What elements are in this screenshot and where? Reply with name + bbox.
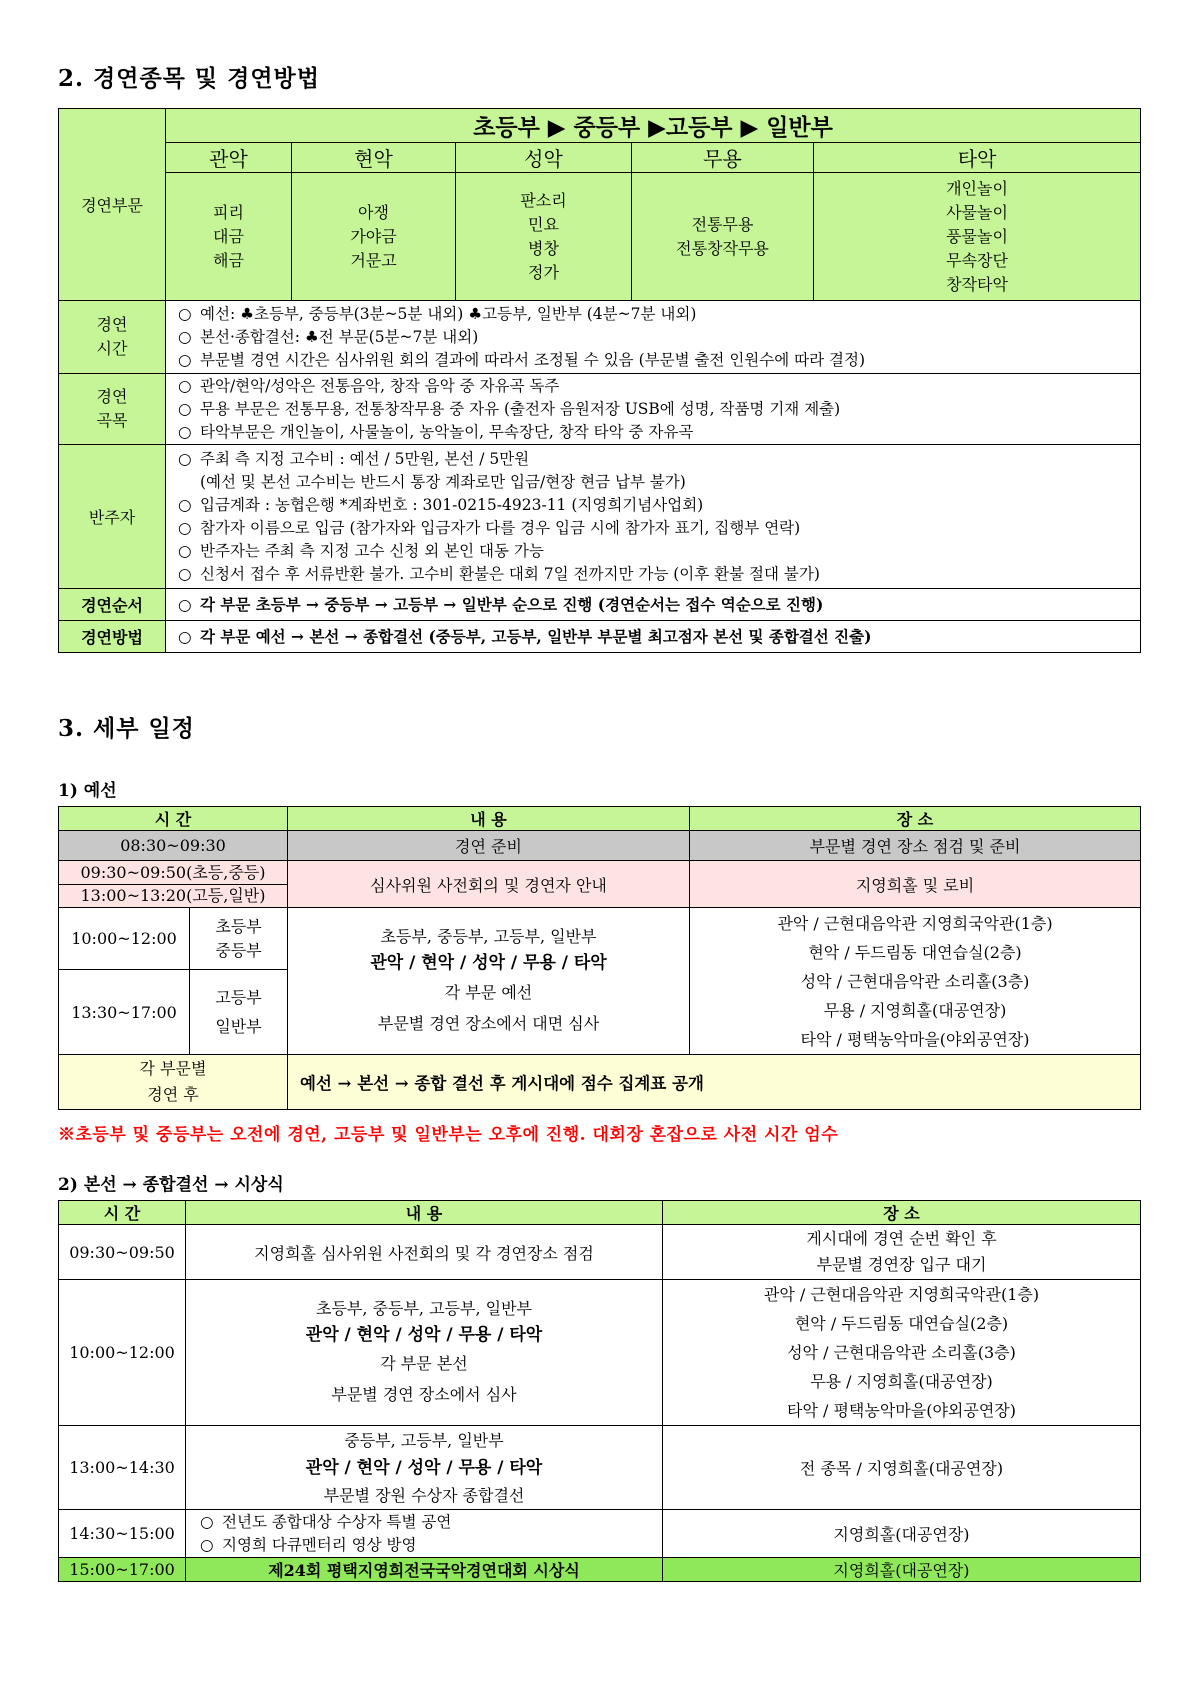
instrument-item: 무속장단 — [946, 250, 1008, 270]
section-3-title: 3. 세부 일정 — [58, 715, 195, 742]
pieces-label: 경연 곡목 — [59, 374, 166, 445]
instrument-item: 판소리 — [520, 190, 567, 210]
time-cell: 10:00~12:00 — [59, 908, 190, 970]
prelim-schedule-table — [58, 806, 1141, 1110]
header-content: 내 용 — [288, 807, 690, 831]
category-header: 무용 — [632, 143, 814, 173]
rule-line: ○ 타악부문은 개인놀이, 사물놀이, 농악놀이, 무속장단, 창작 타악 중 자유곡 — [178, 421, 1140, 444]
instrument-item: 풍물놀이 — [946, 226, 1008, 246]
instrument-item: 창작타악 — [946, 274, 1008, 294]
time-cell: 13:00~14:30 — [59, 1426, 186, 1510]
finals-schedule-table — [58, 1200, 1141, 1582]
venue-line: 타악 / 평택농악마을(야외공연장) — [787, 1401, 1016, 1420]
venue-line: 현악 / 두드림동 대연습실(2층) — [808, 942, 1022, 962]
place-cell — [690, 908, 1141, 1055]
accompanist-label: 반주자 — [59, 445, 166, 589]
prelim-title: 1) 예선 — [58, 781, 117, 801]
rule-line: ○ 입금계좌 : 농협은행 *계좌번호 : 301-0215-4923-11 (지영희기념사업회) — [178, 494, 1140, 517]
rule-line: (예선 및 본선 고수비는 반드시 통장 계좌로만 입금/현장 현금 납부 불가) — [200, 472, 686, 491]
time-cell: 10:00~12:00 — [59, 1280, 186, 1426]
place-cell: 부문별 경연 장소 점검 및 준비 — [690, 831, 1141, 861]
place-cell: 게시대에 경연 순번 확인 후 부문별 경연장 입구 대기 — [663, 1225, 1141, 1280]
method-text: ○ 각 부문 예선 → 본선 → 종합결선 (중등부, 고등부, 일반부 부문별 최고점자 본선 및 종합결선 진출) — [166, 621, 1141, 653]
instrument-item: 해금 — [213, 250, 244, 270]
method-label: 경연방법 — [59, 621, 166, 653]
instrument-item: 전통창작무용 — [676, 238, 769, 258]
instrument-item: 개인놀이 — [946, 178, 1008, 198]
time-cell: 15:00~17:00 — [59, 1558, 186, 1582]
category-items — [632, 173, 814, 301]
instrument-item: 민요 — [528, 214, 559, 234]
instrument-item: 전통무용 — [691, 214, 754, 234]
rule-line: ○ 반주자는 주최 측 지정 고수 신청 외 본인 대동 가능 — [178, 540, 1140, 563]
venue-line: 무용 / 지영희홀(대공연장) — [810, 1372, 993, 1391]
instrument-item: 사물놀이 — [946, 202, 1008, 222]
venue-line: 관악 / 근현대음악관 지영희국악관(1층) — [777, 913, 1053, 933]
accompanist-rules — [166, 445, 1141, 589]
header-content: 내 용 — [186, 1201, 663, 1225]
instrument-item: 아쟁 — [358, 202, 389, 222]
category-items — [456, 173, 632, 301]
content-cell: 예선 → 본선 → 종합 결선 후 게시대에 점수 집계표 공개 — [288, 1055, 1141, 1110]
content-cell: ○ 전년도 종합대상 수상자 특별 공연 ○ 지영희 다큐멘터리 영상 방영 — [186, 1510, 663, 1558]
instrument-item: 정가 — [528, 262, 559, 282]
content-cell: 심사위원 사전회의 및 경연자 안내 — [288, 861, 690, 908]
venue-line: 성악 / 근현대음악관 소리홀(3층) — [787, 1343, 1016, 1362]
venue-line: 현악 / 두드림동 대연습실(2층) — [794, 1314, 1009, 1333]
time-cell: 14:30~15:00 — [59, 1510, 186, 1558]
place-cell: 지영희홀 및 로비 — [690, 861, 1141, 908]
place-cell: 지영희홀(대공연장) — [663, 1510, 1141, 1558]
content-cell: 초등부, 중등부, 고등부, 일반부 관악 / 현악 / 성악 / 무용 / 타악 각 부문 본선 부문별 경연 장소에서 심사 — [186, 1280, 663, 1426]
time-rules — [166, 301, 1141, 374]
header-place: 장 소 — [663, 1201, 1141, 1225]
rule-line: ○ 주최 측 지정 고수비 : 예선 / 5만원, 본선 / 5만원 — [178, 448, 1140, 471]
venue-line: 타악 / 평택농악마을(야외공연장) — [800, 1029, 1030, 1049]
levels-banner: 초등부 ▶ 중등부 ▶고등부 ▶ 일반부 — [166, 109, 1141, 143]
instrument-item: 거문고 — [350, 250, 397, 270]
categories-table — [58, 108, 1141, 653]
rule-line: ○ 본선·종합결선: ♣전 부문(5분~7분 내외) — [178, 326, 1140, 349]
content-cell: 중등부, 고등부, 일반부 관악 / 현악 / 성악 / 무용 / 타악 부문별 장원 수상자 종합결선 — [186, 1426, 663, 1510]
time-label: 경연 시간 — [59, 301, 166, 374]
venue-line: 관악 / 근현대음악관 지영희국악관(1층) — [763, 1285, 1040, 1304]
content-cell: 경연 준비 — [288, 831, 690, 861]
instrument-item: 피리 — [213, 202, 244, 222]
content-cell: 지영희홀 심사위원 사전회의 및 각 경연장소 점검 — [186, 1225, 663, 1280]
division-label: 경연부문 — [59, 109, 166, 301]
time-cell: 각 부문별 경연 후 — [59, 1055, 288, 1110]
rule-line: ○ 신청서 접수 후 서류반환 불가. 고수비 환불은 대회 7일 전까지만 가능 (이후 환불 절대 불가) — [178, 563, 1140, 586]
category-items — [166, 173, 292, 301]
time-cell: 09:30~09:50 — [59, 1225, 186, 1280]
category-header: 현악 — [292, 143, 456, 173]
category-header: 성악 — [456, 143, 632, 173]
rule-line: ○ 관악/현악/성악은 전통음악, 창작 음악 중 자유곡 독주 — [178, 375, 1140, 398]
rule-line: ○ 부문별 경연 시간은 심사위원 회의 결과에 따라서 조정될 수 있음 (부문별 출전 인원수에 따라 결정) — [178, 349, 1140, 372]
venue-line: 무용 / 지영희홀(대공연장) — [823, 1000, 1007, 1020]
group-cell: 고등부 일반부 — [190, 970, 288, 1055]
time-cell: 08:30~09:30 — [59, 831, 288, 861]
group-cell: 초등부 중등부 — [190, 908, 288, 970]
prelim-note: ※초등부 및 중등부는 오전에 경연, 고등부 및 일반부는 오후에 진행. 대회장 혼잡으로 사전 시간 엄수 — [58, 1125, 839, 1145]
time-cell: 13:30~17:00 — [59, 970, 190, 1055]
venue-line: 성악 / 근현대음악관 소리홀(3층) — [800, 971, 1030, 991]
content-cell: 제24회 평택지영희전국국악경연대회 시상식 — [186, 1558, 663, 1582]
category-header: 관악 — [166, 143, 292, 173]
content-cell: 초등부, 중등부, 고등부, 일반부 관악 / 현악 / 성악 / 무용 / 타악 각 부문 예선 부문별 경연 장소에서 대면 심사 — [288, 908, 690, 1055]
place-cell: 전 종목 / 지영희홀(대공연장) — [663, 1426, 1141, 1510]
time-cell: 09:30~09:50(초등,중등) 13:00~13:20(고등,일반) — [59, 861, 288, 908]
finals-title: 2) 본선 → 종합결선 → 시상식 — [58, 1175, 284, 1195]
rule-line: ○ 예선: ♣초등부, 중등부(3분~5분 내외) ♣고등부, 일반부 (4분~7분 내외) — [178, 303, 1140, 326]
rule-line: ○ 참가자 이름으로 입금 (참가자와 입금자가 다를 경우 입금 시에 참가자 표기, 집행부 연락) — [178, 517, 1140, 540]
instrument-item: 대금 — [213, 226, 244, 246]
order-label: 경연순서 — [59, 589, 166, 621]
header-time: 시 간 — [59, 1201, 186, 1225]
category-items — [814, 173, 1141, 301]
category-items — [292, 173, 456, 301]
rule-line: ○ 무용 부문은 전통무용, 전통창작무용 중 자유 (출전자 음원저장 USB에 성명, 작품명 기재 제출) — [178, 398, 1140, 421]
pieces-rules — [166, 374, 1141, 445]
header-time: 시 간 — [59, 807, 288, 831]
instrument-item: 병창 — [528, 238, 559, 258]
section-2-title: 2. 경연종목 및 경연방법 — [58, 65, 320, 92]
place-cell: 지영희홀(대공연장) — [663, 1558, 1141, 1582]
place-cell — [663, 1280, 1141, 1426]
order-text: ○ 각 부문 초등부 → 중등부 → 고등부 → 일반부 순으로 진행 (경연순서는 접수 역순으로 진행) — [166, 589, 1141, 621]
category-header: 타악 — [814, 143, 1141, 173]
instrument-item: 가야금 — [350, 226, 397, 246]
header-place: 장 소 — [690, 807, 1141, 831]
